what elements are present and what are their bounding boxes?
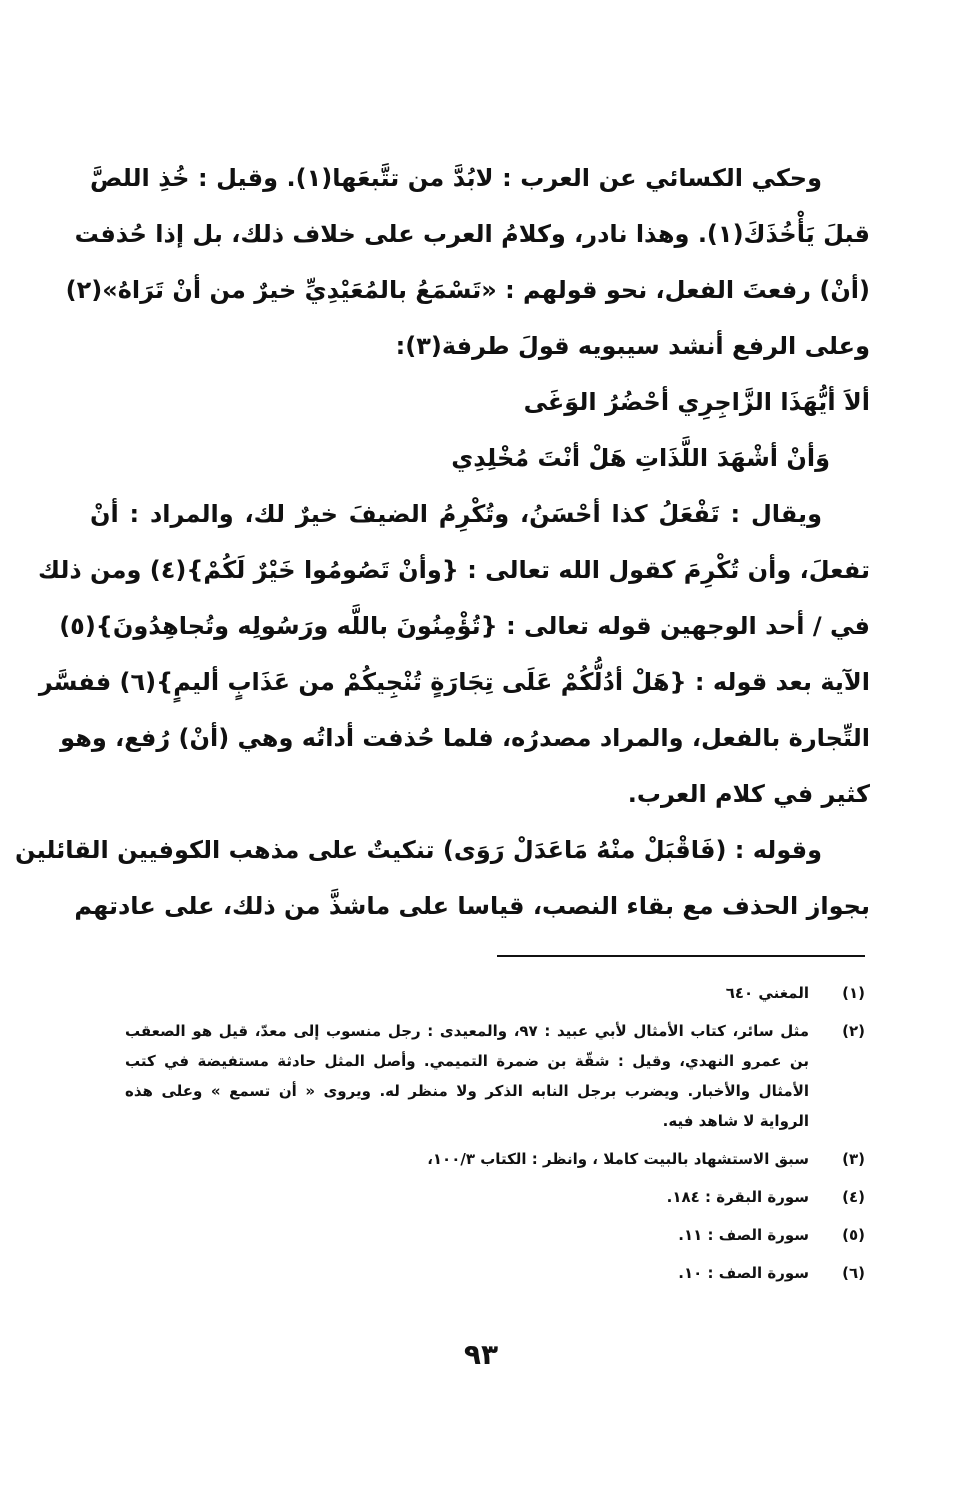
footnote: [125, 978, 865, 1008]
footnote-text: المغني ٦٤٠: [725, 984, 809, 1002]
footnote-number: (١): [842, 984, 865, 1002]
footnote-separator: [497, 955, 865, 957]
text-line: بجواز الحذف مع بقاء النصب، قياسا على ماشذَّ من ذلك، على عادتهم: [74, 892, 870, 920]
footnote-text: سبق الاستشهاد بالبيت كاملا ، وانظر : الكتاب ١٠٠/٣،: [427, 1150, 809, 1168]
footnote-number: (٤): [842, 1188, 865, 1206]
footnote: [125, 1016, 865, 1136]
footnote-number: (٥): [842, 1226, 865, 1244]
verse: [90, 374, 870, 486]
footnotes: [125, 978, 865, 1296]
footnote-text: سورة الصف : ١١.: [678, 1226, 809, 1244]
footnote-text: مثل سائر، كتاب الأمثال لأبي عبيد : ٩٧، والمعيدى : رجل منسوب إلى معدّ، قيل هو الصعقب بن عمرو النهدي، وقيل : شقّة بن ضمرة التميمي. وأصل المثل حادثة مستفيضة في كتب الأمثال والأخبار. ويضرب برجل النابه الذكر ولا منظر له. ويروى « أن تسمع » وعلى هذه الرواية لا شاهد فيه.: [125, 1022, 809, 1130]
paragraph-3: [15, 822, 870, 934]
footnote-text: سورة الصف : ١٠.: [678, 1264, 809, 1282]
verse-line-2: وَأنْ أشْهَدَ اللَّذَاتِ هَلْ أنْتَ مُخْلِدِي: [451, 444, 830, 472]
text-line: ويقال : تَفْعَلُ كذا أحْسَنُ، وتُكْرِمُ الضيفَ خيرٌ لك، والمراد : أنْ: [90, 500, 822, 528]
text-line: الآية بعد قوله : {هَلْ أدُلُّكُمْ عَلَى تِجَارَةٍ تُنْجِيكُمْ من عَذَابٍ أليمٍ}(٦) ففسَّر: [38, 668, 870, 696]
page-number: ٩٣: [463, 1338, 499, 1371]
main-text: [15, 150, 870, 934]
paragraph-2: [37, 486, 870, 822]
footnote-number: (٢): [842, 1022, 865, 1040]
text-line: (أنْ) رفعتَ الفعل، نحو قولهم : «تَسْمَعُ بالمُعَيْدِيِّ خيرٌ من أنْ تَرَاهُ»(٢): [65, 276, 870, 304]
text-line: كثير في كلام العرب.: [627, 780, 870, 808]
footnote-number: (٣): [842, 1150, 865, 1168]
text-line: وقوله : (فَاقْبَلْ منْهُ مَاعَدَلْ رَوَى) تنكيتٌ على مذهب الكوفيين القائلين: [15, 836, 822, 864]
text-line: في / أحد الوجهين قوله تعالى : {تُؤْمِنُونَ باللَّه ورَسُولِه وتُجاهِدُونَ}(٥): [59, 612, 870, 640]
verse-line-1: ألاَ أيُّهَذَا الزَّاجِرِي أحْضُرُ الوَغَى: [523, 388, 870, 416]
text-line: قبلَ يَأْخُذَكَ(١). وهذا نادر، وكلامُ العرب على خلاف ذلك، بل إذا حُذفت: [74, 220, 870, 248]
footnote: [125, 1182, 865, 1212]
text-line: تفعلَ، وأن تُكْرِمَ كقول الله تعالى : {وأنْ تَصُومُوا خَيْرٌ لَكُمْ}(٤) ومن ذلك: [37, 556, 870, 584]
footnote-text: سورة البقرة : ١٨٤.: [666, 1188, 809, 1206]
paragraph-1: [65, 150, 870, 374]
text-line: وعلى الرفع أنشد سيبويه قولَ طرفة(٣):: [395, 332, 870, 360]
footnote: [125, 1144, 865, 1174]
footnote: [125, 1220, 865, 1250]
text-line: التِّجارة بالفعل، والمراد مصدرُه، فلما حُذفت أداتُه وهي (أنْ) رُفع، وهو: [60, 724, 870, 752]
footnote: [125, 1258, 865, 1288]
footnote-number: (٦): [842, 1264, 865, 1282]
text-line: وحكي الكسائي عن العرب : لابُدَّ من تتَّبعَها(١). وقيل : خُذِ اللصَّ: [90, 164, 822, 192]
